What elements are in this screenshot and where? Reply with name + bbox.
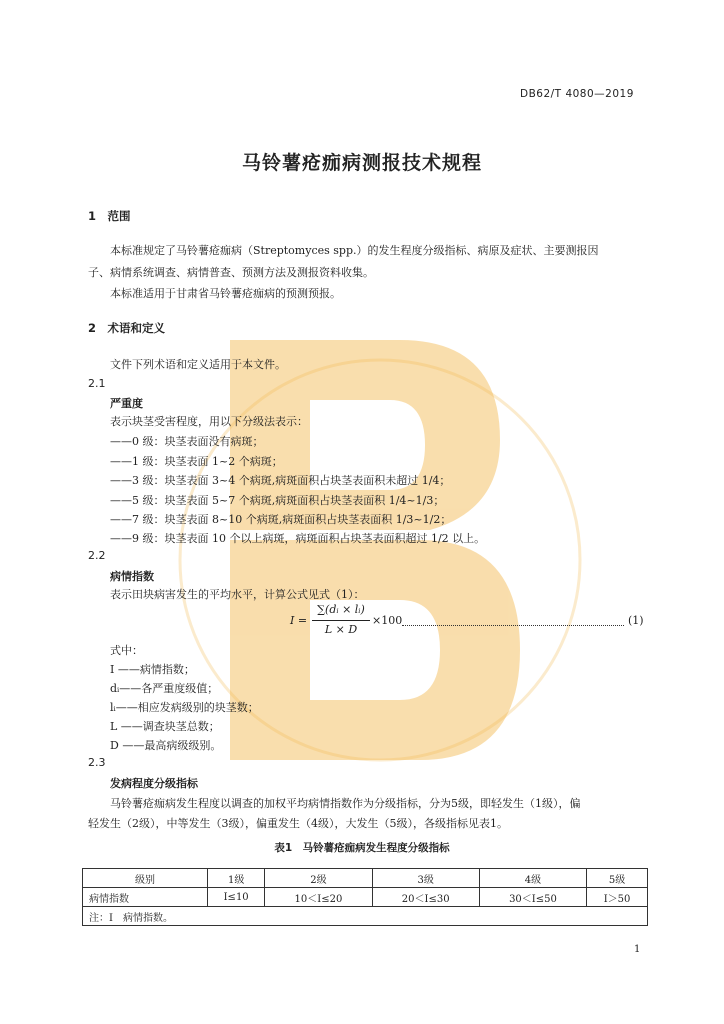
section-1-para1-line2: 子、病情系统调查、病情普查、预测方法及测报资料收集。 [88, 266, 374, 279]
grade-line: ——9 级：块茎表面 10 个以上病斑，病斑面积占块茎表面积超过 1/2 以上。 [110, 532, 486, 545]
formula-lhs: I = [290, 614, 308, 627]
standard-id: DB62/T 4080—2019 [520, 88, 634, 100]
formula-var: dᵢ——各严重度级值； [110, 682, 219, 695]
formula-var: L ——调查块茎总数； [110, 720, 220, 733]
grade-line: ——3 级：块茎表面 3~4 个病斑,病斑面积占块茎表面积未超过 1/4； [110, 474, 451, 487]
table-cell: 病情指数 [83, 888, 208, 907]
table-1-title: 表1 马铃薯疮痂病发生程度分级指标 [274, 842, 450, 854]
term-2-3-desc-line2: 轻发生（2级），中等发生（3级），偏重发生（4级），大发生（5级），各级指标见表1。 [88, 817, 508, 830]
term-2-1-number: 2.1 [88, 377, 106, 390]
grade-line: ——0 级：块茎表面没有病斑； [110, 435, 264, 448]
table-header-cell: 4级 [479, 869, 586, 888]
table-note-row [83, 907, 648, 926]
table-header-row [83, 869, 648, 888]
term-2-3-number: 2.3 [88, 756, 106, 769]
table-header-cell: 5级 [587, 869, 648, 888]
table-header-cell: 3级 [372, 869, 479, 888]
section-1-para1-line1: 本标准规定了马铃薯疮痂病（Streptomyces spp.）的发生程度分级指标、病原及症状、主要测报因 [110, 244, 599, 257]
table-header-cell: 2级 [265, 869, 372, 888]
section-2-heading: 2 术语和定义 [88, 321, 166, 335]
table-cell: I＞50 [587, 888, 648, 907]
term-2-1-desc: 表示块茎受害程度，用以下分级法表示： [110, 415, 308, 428]
formula-leader-dots [402, 625, 624, 626]
formula-var: I ——病情指数； [110, 663, 195, 676]
term-2-2-number: 2.2 [88, 549, 106, 562]
term-2-2-desc: 表示田块病害发生的平均水平，计算公式见式（1）： [110, 588, 365, 601]
formula-where: 式中： [110, 644, 143, 657]
formula-var: lᵢ——相应发病级别的块茎数； [110, 701, 259, 714]
table-cell: 30＜I≤50 [479, 888, 586, 907]
section-1-para2: 本标准适用于甘肃省马铃薯疮痂病的预测预报。 [110, 287, 341, 300]
document-title: 马铃薯疮痂病测报技术规程 [241, 152, 482, 174]
table-cell: 10＜I≤20 [265, 888, 372, 907]
section-2-intro: 文件下列术语和定义适用于本文件。 [110, 358, 286, 371]
formula-denominator: L × D [324, 623, 358, 636]
table-cell: I≤10 [208, 888, 265, 907]
term-2-1-title: 严重度 [110, 397, 143, 410]
table-header-cell: 1级 [208, 869, 265, 888]
formula-number: (1) [628, 614, 644, 627]
table-note: 注：I 病情指数。 [83, 907, 648, 926]
table-cell: 20＜I≤30 [372, 888, 479, 907]
grade-table [82, 868, 648, 926]
formula-multiplier-value: ×100 [372, 614, 403, 627]
grade-line: ——1 级：块茎表面 1~2 个病斑； [110, 455, 283, 468]
grade-line: ——7 级：块茎表面 8~10 个病斑,病斑面积占块茎表面积 1/3~1/2； [110, 513, 452, 526]
table-header-cell: 级别 [83, 869, 208, 888]
formula-fraction-bar [312, 620, 370, 621]
formula-numerator: ∑(dᵢ × lᵢ) [317, 603, 365, 616]
formula-multiplier [372, 614, 402, 627]
grade-line: ——5 级：块茎表面 5~7 个病斑,病斑面积占块茎表面积 1/4~1/3； [110, 494, 445, 507]
term-2-3-desc-line1: 马铃薯疮痂病发生程度以调查的加权平均病情指数作为分级指标，分为5级，即轻发生（1级），偏 [110, 797, 581, 810]
page-number: 1 [634, 944, 641, 955]
section-1-heading: 1 范围 [88, 209, 131, 223]
table-row [83, 888, 648, 907]
term-2-2-title: 病情指数 [110, 570, 154, 583]
formula-var: D ——最高病级级别。 [110, 739, 222, 752]
term-2-3-title: 发病程度分级指标 [110, 777, 198, 790]
